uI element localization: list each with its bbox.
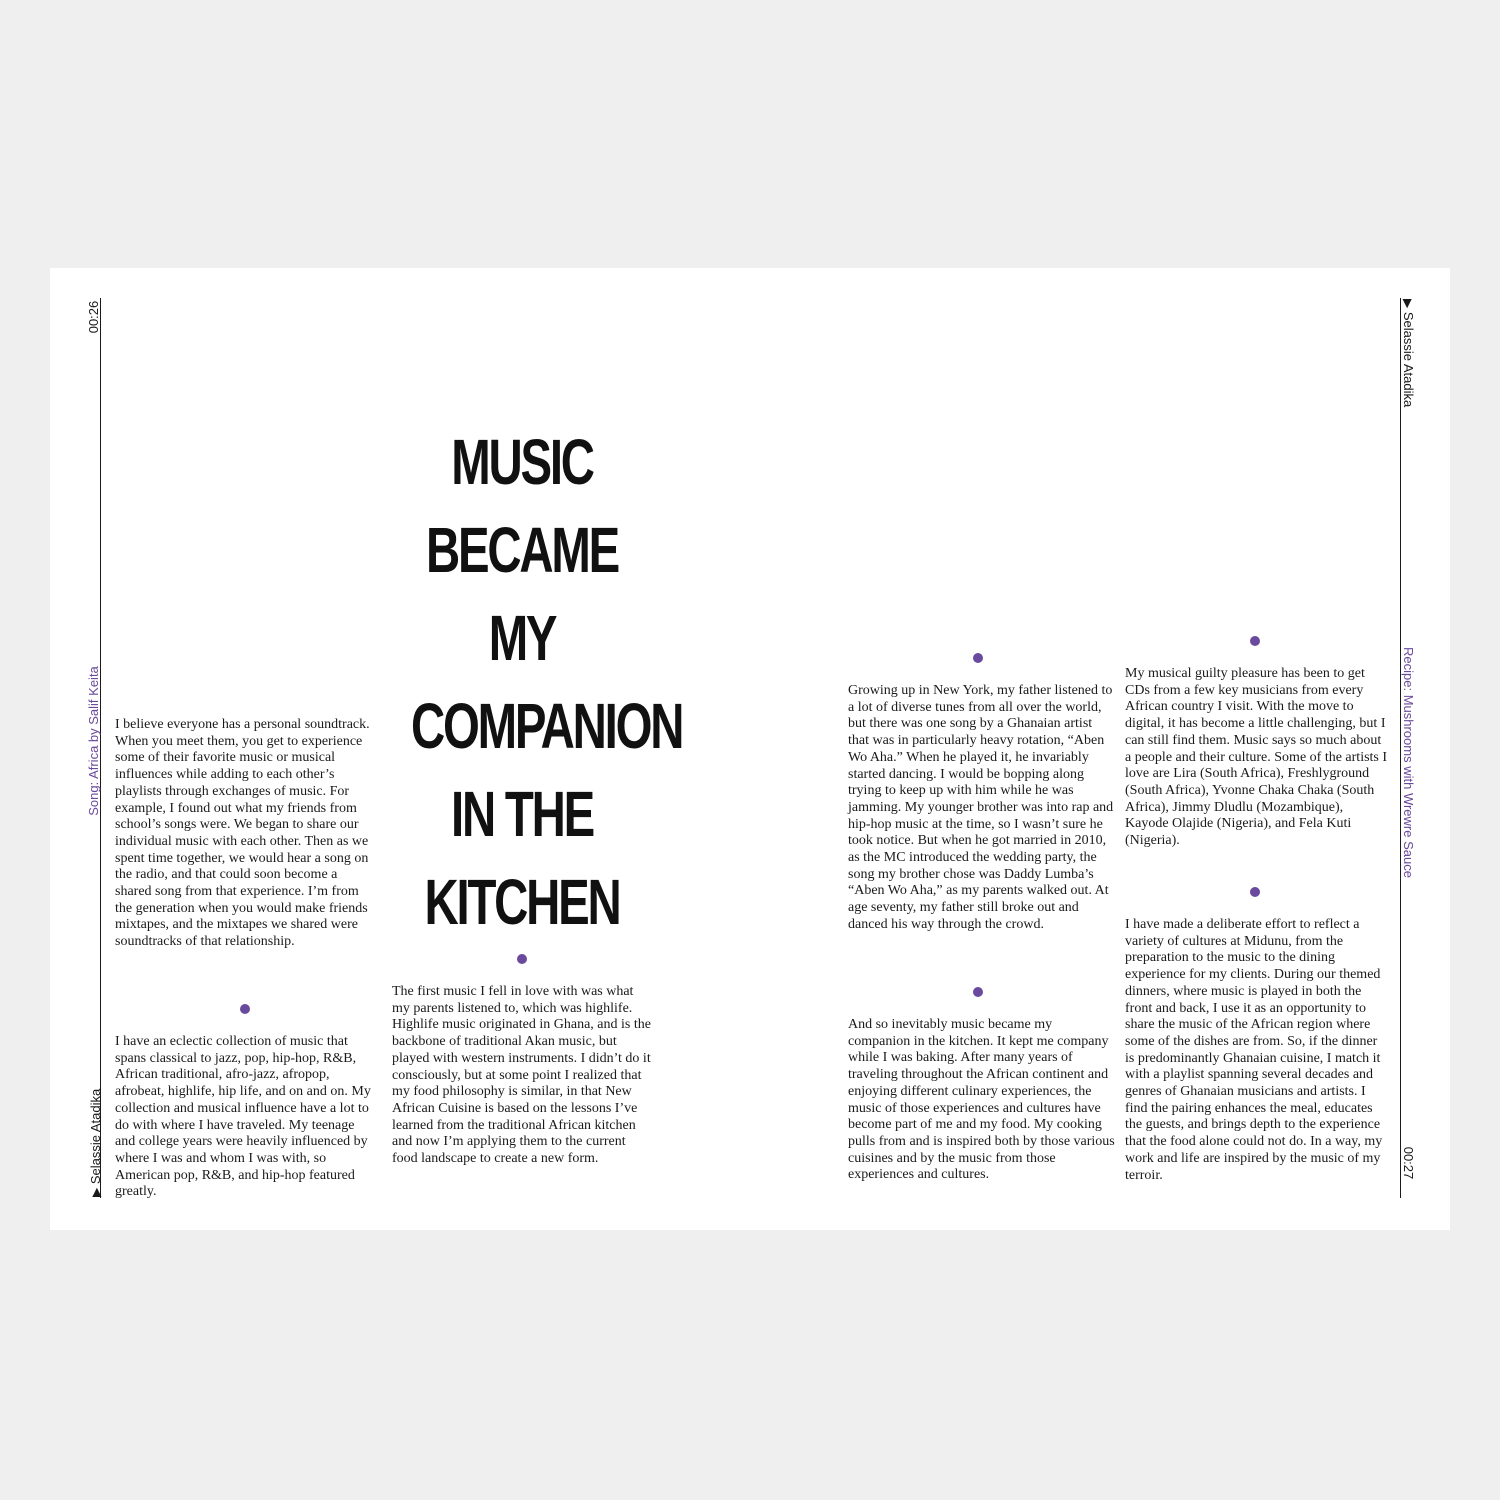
recipe-credit: Recipe: Mushrooms with Wrewre Sauce — [1401, 647, 1416, 878]
play-triangle-icon: ▶ — [89, 1187, 103, 1197]
left-page-time: 00:26 — [86, 300, 101, 334]
right-author — [1401, 299, 1415, 419]
left-author-name: Selassie Atadika — [88, 1088, 103, 1185]
section-dot — [973, 653, 983, 663]
headline-line: MY — [488, 602, 556, 674]
column-1-para-2: I have an eclectic collection of music that spans classical to jazz, pop, hip-hop, R&B, African traditional, afro-jazz, afropop, afrobeat, highlife, hip life, and on and on. My collection and musical influence have a lot to do with where I have traveled. My teenage and college years were heavily influenced by where I was and whom I was with, so American pop, R&B, and hip-hop featured greatly. — [115, 1034, 371, 1200]
right-page-time: 00:27 — [1401, 1146, 1416, 1180]
section-dot — [1250, 636, 1260, 646]
play-triangle-icon: ▶ — [1401, 299, 1415, 309]
column-3-para-1: Growing up in New York, my father listened to a lot of diverse tunes from all over the world, but there was one song by a Ghanaian artist that was in particularly heavy rotation, “Aben Wo Aha.” When he played it, he invariably started dancing. I would be bopping along trying to keep up with him while he was jamming. My younger brother was into rap and hip-hop music at the time, so I wasn’t sure he took notice. But when he got married in 2010, as the MC introduced the wedding party, the song my brother chose was Daddy Lumba’s “Aben Wo Aha,” as my parents walked out. At age seventy, my father still broke out and danced his way through the crowd. — [848, 683, 1114, 932]
section-dot — [973, 987, 983, 997]
column-3-para-2: And so inevitably music became my companion in the kitchen. It kept me company while I was baking. After many years of traveling throughout the African continent and enjoying different culinary experiences, the music of those experiences and cultures have become part of me and my food. My cooking pulls from and is inspired both by those various cuisines and by the music from those experiences and cultures. — [848, 1017, 1115, 1183]
section-dot — [1250, 887, 1260, 897]
section-dot — [517, 954, 527, 964]
headline-line: COMPANION — [411, 690, 683, 762]
headline-line: KITCHEN — [424, 866, 620, 938]
headline-line: MUSIC — [451, 426, 593, 498]
column-1-para-1: I believe everyone has a personal soundtrack. When you meet them, you get to experience some of their favorite music or musical influences while adding to each other’s playlists through exchanges of music. For example, I found out what my friends from school’s songs were. We began to share our individual music with each other. Then as we spent time together, we would hear a song on the radio, and that could soon become a shared song from that experience. I’m from the generation when you would make friends mixtapes, and the mixtapes we shared were soundtracks of that relationship. — [115, 717, 370, 950]
column-4-para-2: I have made a deliberate effort to reflect a variety of cultures at Midunu, from the preparation to the music to the dining experience for my clients. During our themed dinners, where music is played in both the front and back, I use it as an opportunity to share the music of the African region where some of the dishes are from. So, if the dinner is predominantly Ghanaian cuisine, I match it with a playlist spanning several decades and genres of Ghanaian musicians and artists. I find the pairing enhances the meal, educates the guests, and brings depth to the experience that the food alone could not do. In a way, my work and life are inspired by the music of my terroir. — [1125, 917, 1383, 1183]
book-spread — [50, 268, 1450, 1230]
left-author — [89, 1077, 103, 1197]
headline — [411, 418, 683, 946]
song-credit: Song: Africa by Salif Keita — [86, 666, 101, 816]
headline-line: IN THE — [451, 778, 593, 850]
right-author-name: Selassie Atadika — [1401, 311, 1416, 408]
section-dot — [240, 1004, 250, 1014]
headline-line: BECAME — [426, 514, 618, 586]
column-2-para-1: The first music I fell in love with was what my parents listened to, which was highlife. Highlife music originated in Ghana, and is the backbone of traditional Akan music, but played with western instruments. I didn’t do it consciously, but at some point I realized that my food philosophy is similar, in that New African Cuisine is based on the lessons I’ve learned from the traditional African kitchen and now I’m applying them to the current food landscape to create a new form. — [392, 984, 651, 1167]
column-4-para-1: My musical guilty pleasure has been to get CDs from a few key musicians from every African country I visit. With the move to digital, it has become a little challenging, but I can still find them. Music says so much about a people and their culture. Some of the artists I love are Lira (South Africa), Freshlyground (South Africa), Yvonne Chaka Chaka (South Africa), Jimmy Dludlu (Mozambique), Kayode Olajide (Nigeria), and Fela Kuti (Nigeria). — [1125, 666, 1388, 849]
